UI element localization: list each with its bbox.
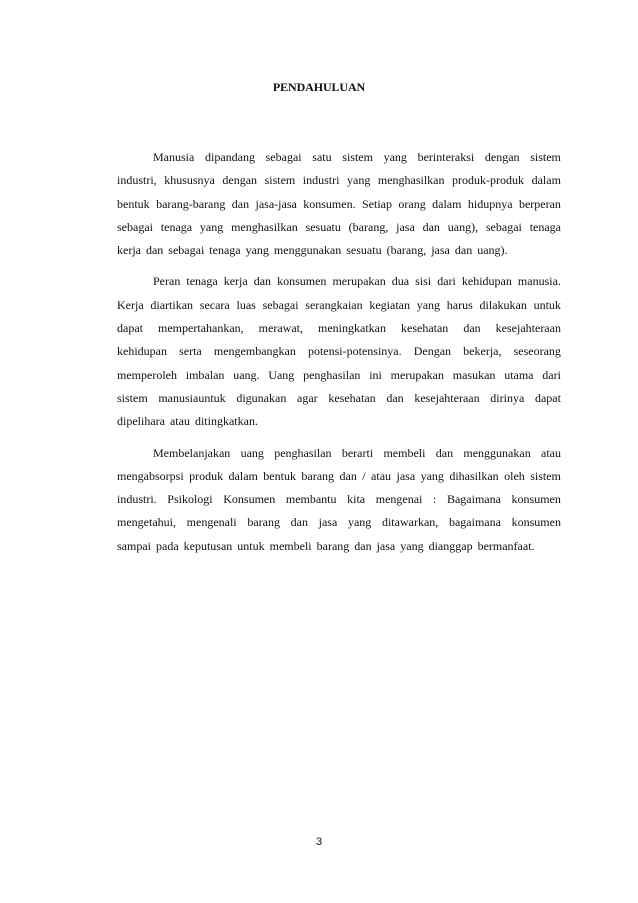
text-line: mengabsorpsi produk dalam bentuk barang dan / atau jasa yang dihasilkan oleh sistem	[117, 468, 561, 483]
text-line: dapat mempertahankan, merawat, meningkatkan kesehatan dan kesejahteraan	[117, 321, 561, 336]
text-line: Manusia dipandang sebagai satu sistem yang berinteraksi dengan sistem	[153, 150, 561, 164]
text-line: bentuk barang-barang dan jasa-jasa konsumen. Setiap orang dalam hidupnya berperan	[117, 196, 561, 211]
text-line: industri, khususnya dengan sistem industri yang menghasilkan produk-produk dalam	[117, 173, 561, 188]
body-text	[117, 146, 561, 566]
text-line: sistem manusiauntuk digunakan agar kesehatan dan kesejahteraan dirinya dapat	[117, 390, 561, 405]
page-number: 3	[315, 836, 323, 848]
text-line: Membelanjakan uang penghasilan berarti membeli dan menggunakan atau	[153, 445, 561, 460]
text-line: Peran tenaga kerja dan konsumen merupakan dua sisi dari kehidupan manusia.	[153, 274, 561, 289]
text-line: sampai pada keputusan untuk membeli barang dan jasa yang dianggap bermanfaat.	[117, 538, 535, 553]
text-line: sebagai tenaga yang menghasilkan sesuatu (barang, jasa dan uang), sebagai tenaga	[117, 219, 561, 234]
text-line: industri. Psikologi Konsumen membantu kita mengenai : Bagaimana konsumen	[117, 492, 561, 507]
paragraph-3	[117, 442, 561, 558]
text-line: mengetahui, mengenali barang dan jasa yang ditawarkan, bagaimana konsumen	[117, 515, 561, 530]
paragraph-1	[117, 146, 561, 262]
text-line: dipelihara atau ditingkatkan.	[117, 414, 258, 429]
page-title: PENDAHULUAN	[272, 80, 366, 94]
text-line: memperoleh imbalan uang. Uang penghasilan ini merupakan masukan utama dari	[117, 367, 561, 382]
text-line: kerja dan sebagai tenaga yang menggunakan sesuatu (barang, jasa dan uang).	[117, 243, 508, 258]
paragraph-2	[117, 270, 561, 433]
text-line: Kerja diartikan secara luas sebagai serangkaian kegiatan yang harus dilakukan untuk	[117, 297, 561, 312]
text-line: kehidupan serta mengembangkan potensi-potensinya. Dengan bekerja, seseorang	[117, 344, 561, 359]
